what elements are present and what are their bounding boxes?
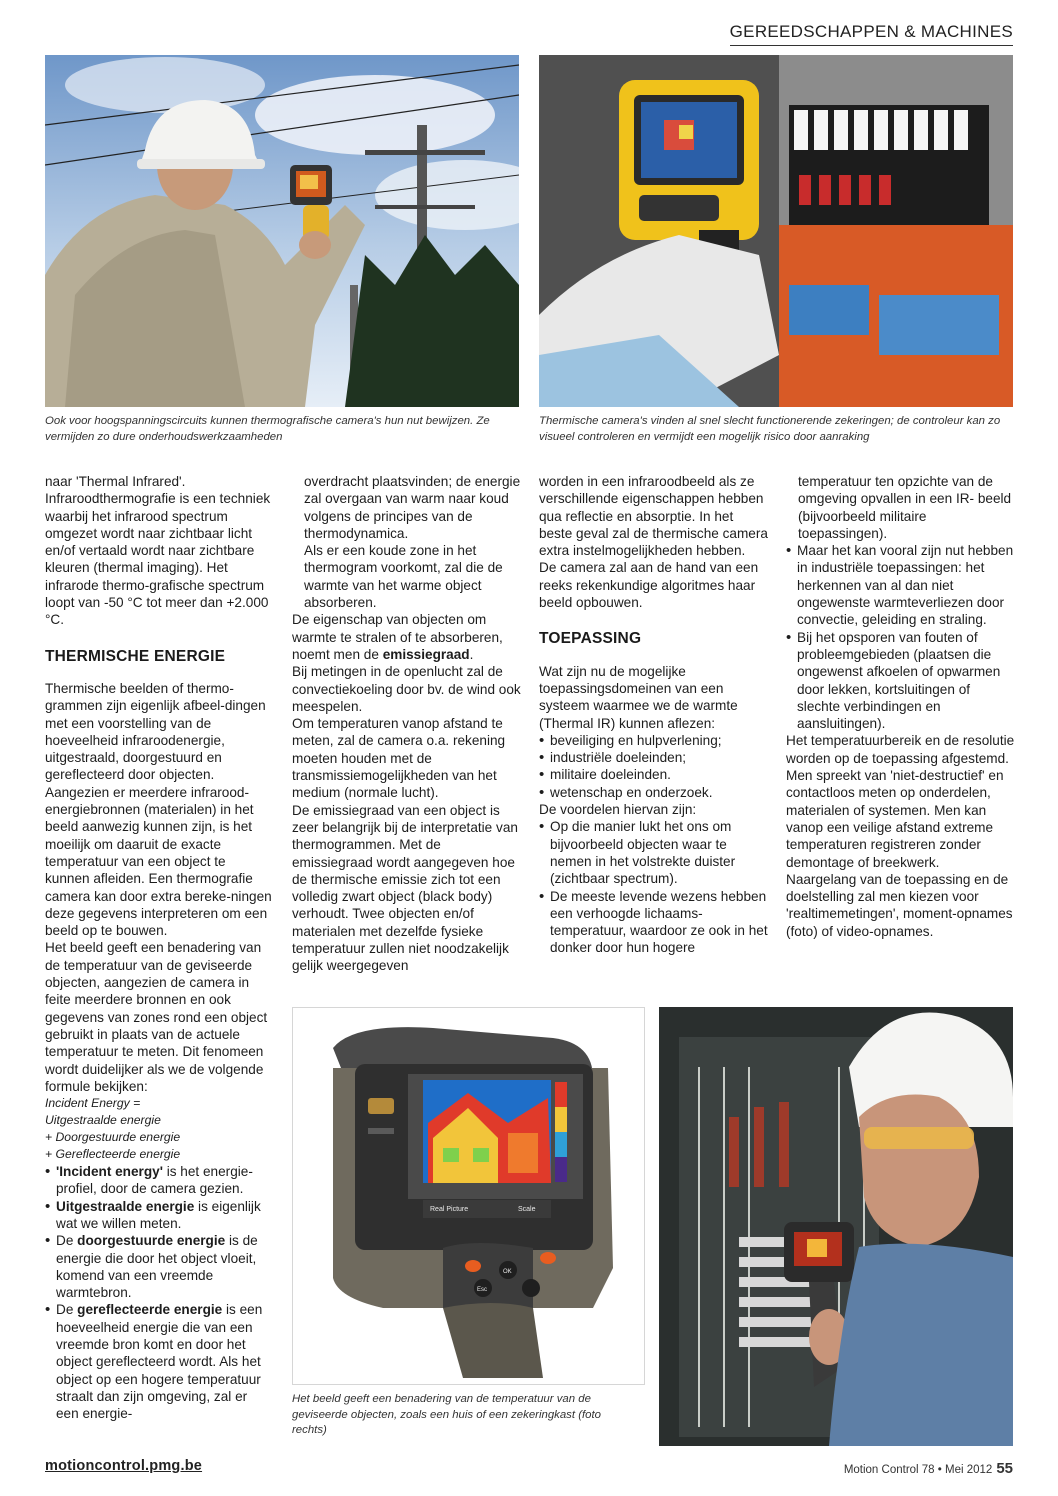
camera-button-label: OK — [503, 1269, 512, 1275]
photo-caption-house: Het beeld geeft een benadering van de temperatuur van de geviseerde objecten, zoals een huis of een zekeringkast (foto rechts) — [292, 1393, 602, 1436]
list-text: De — [56, 1302, 78, 1318]
camera-button-label: Esc — [477, 1287, 488, 1293]
paragraph-text: . — [469, 646, 474, 662]
paragraph: worden in een infraroodbeeld als ze verschillende eigenschappen hebben qua reflectie en absorptie. In het beste geval zal de thermische camera extra instelmogelijkheden hebben. — [539, 474, 768, 559]
paragraph: overdracht plaatsvinden; de energie zal overgaan van warm naar koud volgens de principes van de thermodynamica. — [304, 474, 521, 541]
paragraph: Men spreekt van 'niet-destructief' en contactloos meten op onderdelen, materialen of systemen. Men kan vanop een veilige afstand extreme temperaturen registreren zonder demontage of breekwerk. — [786, 768, 1004, 870]
list-item: • beveiliging en hulpverlening; — [539, 732, 769, 749]
list-item: • Maar het kan vooral zijn nut hebben in industriële toepassingen: het herkennen van al dan niet ongewenste warmteverliezen door convectie, geleiding en straling. — [786, 542, 1016, 628]
list-item: • Bij het opsporen van fouten of probleemgebieden (plaatsen die ongewenst afkoelen of opwarmen door lekken, kortsluitingen of slechte verbindingen en aansluitingen). — [786, 629, 1016, 733]
camera-screen-label: Real Picture — [430, 1206, 469, 1213]
paragraph: De voordelen hiervan zijn: — [539, 802, 697, 818]
list-item — [45, 1163, 273, 1198]
list-item — [45, 1232, 273, 1301]
list-text: is het energie-profiel, door de camera gezien. — [56, 1164, 253, 1197]
photo-caption-powerline: Ook voor hoogspanningscircuits kunnen thermografische camera's hun nut bewijzen. Ze vermijden zo dure onderhoudswerkzaamheden — [45, 415, 490, 443]
formula-line: + Doorgestuurde energie — [45, 1130, 181, 1145]
paragraph: Bij metingen in de openlucht zal de convectiekoeling door bv. de wind ook meespelen. — [292, 664, 521, 714]
paragraph-text: De eigenschap van objecten om warmte te stralen of te absorberen, noemt men de — [292, 612, 503, 662]
list-item: • De meeste levende wezens hebben een verhoogde lichaams-temperatuur, waardoor ze ook in het donker door hun hogere — [539, 888, 769, 957]
paragraph: Het beeld geeft een benadering van de temperatuur van de geviseerde objecten, aangezien de camera in feite meerdere bronnen en ook gegevens van zones rond een object gebruikt in plaats van de actuele temperatuur te meten. Dit fenomeen wordt duidelijker als we de volgende formule bekijken: — [45, 940, 268, 1094]
paragraph: De emissiegraad van een object is zeer belangrijk bij de interpretatie van thermogrammen. Met de emissiegraad wordt aangegeven hoe de thermische emissie zich tot een volledig zwart object (black body) verhoudt. Twee objecten en/of materialen met dezelfde fysieke temperatuur zullen niet noodzakelijk gelijk weergegeven — [292, 802, 518, 974]
list-item — [45, 1198, 273, 1233]
section-heading-toepassing: TOEPASSING — [539, 630, 642, 648]
list-item: • Op die manier lukt het ons om bijvoorbeeld objecten waar te nemen in het volstrekte duister (zichtbaar spectrum). — [539, 818, 769, 887]
worker-powerline-photo-icon — [45, 55, 519, 407]
text-column-2 — [292, 473, 524, 975]
list-item — [45, 1301, 273, 1422]
thermal-camera-fuse-panel-photo-icon — [539, 55, 1013, 407]
text-column-4 — [786, 473, 1016, 940]
formula-line: + Gereflecteerde energie — [45, 1147, 181, 1162]
bold-term: doorgestuurde energie — [77, 1233, 226, 1249]
bold-term: emissiegraad — [382, 646, 470, 662]
paragraph: Om temperaturen vanop afstand te meten, zal de camera o.a. rekening moeten houden met de transmissiemogelijkheden van het medium (normale lucht). — [292, 716, 506, 801]
camera-screen-label: Scale — [518, 1206, 536, 1213]
section-heading-thermische-energie: THERMISCHE ENERGIE — [45, 647, 226, 665]
issue-label: Motion Control 78 • Mei 2012 — [843, 1464, 993, 1476]
paragraph: Wat zijn nu de mogelijke toepassingsdomeinen van een systeem waarmee we de warmte (Thermal IR) kunnen aflezen: — [539, 663, 738, 731]
energy-bullet-list — [45, 1163, 273, 1422]
paragraph: De camera zal aan de hand van een reeks rekenkundige algoritmes haar beeld opbouwen. — [539, 560, 759, 611]
application-list — [539, 732, 769, 801]
paragraph: temperatuur ten opzichte van de omgeving opvallen in een IR- beeld (bijvoorbeeld militaire toepassingen). — [798, 474, 1012, 541]
footer-issue-info — [844, 1460, 1013, 1477]
text-column-3 — [539, 473, 769, 957]
formula-line: Incident Energy = — [45, 1096, 141, 1111]
page-number: 55 — [996, 1460, 1013, 1477]
paragraph: Als er een koude zone in het thermogram voorkomt, zal die de warmte van het warme object absorberen. — [304, 543, 503, 611]
paragraph: Naargelang van de toepassing en de doelstelling zal men kiezen voor 'realtimemetingen', moment-opnames (foto) of video-opnames. — [786, 871, 1013, 939]
paragraph: Thermische beelden of thermo-grammen zijn eigenlijk afbeel-dingen met een voorstelling van de hoeveelheid infraroodenergie, uitgestraald, doorgestuurd en gereflecteerd door objecten. Aangezien er meerdere infrarood-energiebronnen (materialen) in het beeld aanwezig kunnen zijn, is het moeilijk om daaruit de exacte temperatuur van een object te kunnen afleiden. Een thermografie camera kan door extra bereke-ningen deze gegevens interpreteren om een beeld op te bouwen. — [45, 680, 272, 939]
paragraph: naar 'Thermal Infrared'. Infraroodthermografie is een techniek waarbij het infrarood spectrum omgezet wordt naar zichtbaar licht en/of vertaald wordt naar zichtbare kleuren (thermal imaging). Het infrarode thermo-grafische spectrum loopt van -50 °C tot meer dan +2.000 °C. — [45, 474, 271, 628]
section-header: GEREEDSCHAPPEN & MACHINES — [730, 22, 1013, 46]
list-item: • industriële doeleinden; — [539, 749, 769, 766]
list-item: • wetenschap en onderzoek. — [539, 784, 769, 801]
list-text: is een hoeveelheid energie die van een vreemde bron komt en door het object gereflecteerd wordt. Als het object op een hogere temperatuur straalt dan zijn omgeving, zal er een energie- — [56, 1302, 263, 1422]
footer-website-link[interactable]: motioncontrol.pmg.be — [45, 1458, 203, 1474]
worker-electrical-cabinet-photo-icon — [659, 1007, 1013, 1446]
paragraph — [292, 611, 524, 663]
list-text: is eigenlijk wat we willen meten. — [56, 1198, 261, 1231]
text-column-1 — [45, 473, 273, 1423]
advantages-list — [539, 818, 769, 956]
formula-line: Uitgestraalde energie — [45, 1113, 161, 1128]
advantages-list-continued — [786, 542, 1016, 732]
list-text: De — [56, 1233, 78, 1249]
thermal-camera-house-photo-icon — [292, 1007, 645, 1385]
bold-term: Uitgestraalde energie — [56, 1198, 195, 1214]
bold-term: gereflecteerde energie — [77, 1302, 223, 1318]
bold-term: 'Incident energy' — [56, 1164, 163, 1180]
photo-caption-fuse-panel: Thermische camera's vinden al snel slecht functionerende zekeringen; de controleur kan zo visueel controleren en vermijdt een mogelijk risico door aanraking — [539, 415, 1001, 443]
list-text: is de energie die door het object vloeit, komend van een vreemde warmtebron. — [56, 1233, 258, 1301]
paragraph: Het temperatuurbereik en de resolutie worden op de toepassing afgestemd. — [786, 733, 1015, 766]
list-item: • militaire doeleinden. — [539, 766, 769, 783]
